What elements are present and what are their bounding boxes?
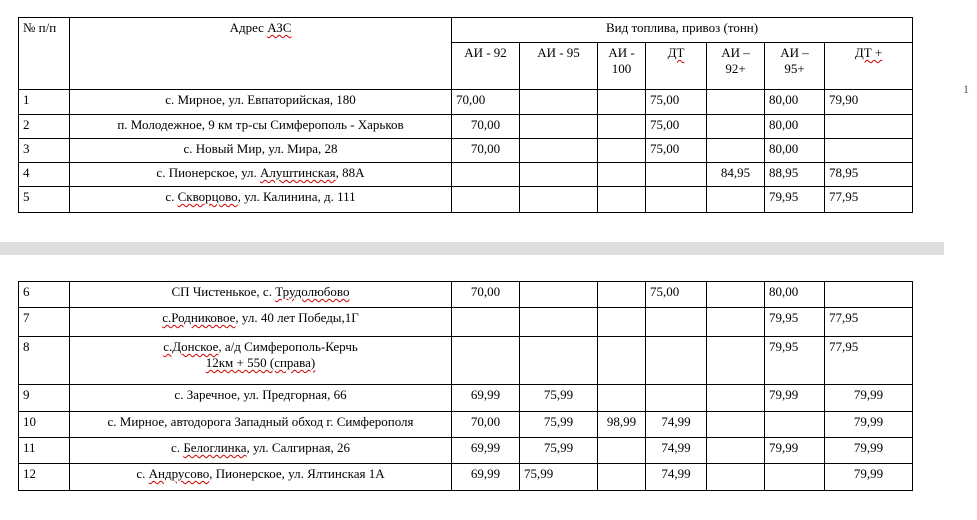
header-fuel-dtplus (825, 43, 913, 90)
cell-ai92 (452, 187, 520, 213)
cell-dt: 75,00 (646, 90, 707, 115)
cell-dtplus: 77,95 (825, 308, 913, 337)
cell-ai95 (520, 139, 598, 163)
cell-ai92plus (707, 412, 765, 438)
row-num: 9 (19, 385, 70, 412)
row-address-part: , Пионерское, ул. Ялтинская 1А (209, 466, 385, 481)
row-num: 8 (19, 337, 70, 385)
cell-ai92plus (707, 308, 765, 337)
cell-dtplus: 79,99 (825, 412, 913, 438)
cell-ai95: 75,99 (520, 385, 598, 412)
cell-ai92plus: 84,95 (707, 163, 765, 187)
row-address-underlined: Андрусово (148, 466, 210, 481)
cell-ai92 (452, 337, 520, 385)
header-address (70, 18, 452, 90)
fuel-table-bottom (18, 281, 913, 491)
cell-dtplus: 79,99 (825, 464, 913, 491)
cell-dt: 74,99 (646, 412, 707, 438)
table-row (19, 337, 913, 385)
row-num: 5 (19, 187, 70, 213)
cell-ai95plus (765, 464, 825, 491)
row-address-underlined: с.Родниковое (162, 310, 236, 325)
cell-dt (646, 308, 707, 337)
row-num: 7 (19, 308, 70, 337)
cell-ai95plus: 79,95 (765, 337, 825, 385)
cell-ai92plus (707, 90, 765, 115)
cell-ai92plus (707, 337, 765, 385)
row-address-part: с. (136, 466, 149, 481)
cell-ai95 (520, 282, 598, 308)
row-num: 11 (19, 438, 70, 464)
table-row (19, 139, 913, 163)
fuel-table-top (18, 17, 913, 213)
row-address-underlined: Белоглинка (183, 440, 247, 455)
cell-ai100 (598, 139, 646, 163)
cell-dt (646, 163, 707, 187)
cell-ai95 (520, 163, 598, 187)
cell-ai92plus (707, 139, 765, 163)
cell-ai92plus (707, 464, 765, 491)
cell-ai100 (598, 187, 646, 213)
row-num: 1 (19, 90, 70, 115)
cell-ai92: 70,00 (452, 412, 520, 438)
cell-ai92 (452, 163, 520, 187)
cell-dtplus (825, 282, 913, 308)
header-fuel-ai92plus-l2: 92+ (725, 61, 746, 76)
row-address-underlined: Трудолюбово (275, 284, 350, 299)
table-row (19, 464, 913, 491)
cell-dtplus: 79,99 (825, 438, 913, 464)
cell-ai100 (598, 90, 646, 115)
cell-ai100 (598, 385, 646, 412)
header-num: № п/п (19, 18, 70, 90)
cell-ai100: 98,99 (598, 412, 646, 438)
cell-ai95 (520, 187, 598, 213)
header-fuel-ai100-l1: АИ - (608, 45, 635, 60)
table-row (19, 163, 913, 187)
cell-ai95plus: 80,00 (765, 139, 825, 163)
cell-ai95plus (765, 412, 825, 438)
cell-ai95 (520, 337, 598, 385)
header-fuel-ai92plus-l1: АИ – (721, 45, 750, 60)
row-address-part: , а/д Симферополь-Керчь (218, 339, 358, 354)
cell-dt: 74,99 (646, 438, 707, 464)
header-fuel-ai95: АИ - 95 (520, 43, 598, 90)
header-fuel-ai95plus (765, 43, 825, 90)
row-address-underlined: Алуштинская (260, 165, 336, 180)
header-fuel-ai100 (598, 43, 646, 90)
row-address (70, 438, 452, 464)
cell-ai95plus: 79,95 (765, 187, 825, 213)
row-address (70, 282, 452, 308)
cell-ai95plus: 80,00 (765, 90, 825, 115)
table-row (19, 90, 913, 115)
cell-ai100 (598, 308, 646, 337)
row-address: п. Молодежное, 9 км тр-сы Симферополь - Харьков (70, 115, 452, 139)
row-address-part: с. (165, 189, 178, 204)
header-fuel-ai95plus-l1: АИ – (780, 45, 809, 60)
cell-ai100 (598, 282, 646, 308)
row-address: с. Заречное, ул. Предгорная, 66 (70, 385, 452, 412)
header-fuel-ai95plus-l2: 95+ (784, 61, 805, 76)
row-address (70, 308, 452, 337)
header-fuel-group: Вид топлива, привоз (тонн) (452, 18, 913, 43)
cell-dt: 75,00 (646, 115, 707, 139)
table-row (19, 187, 913, 213)
cell-dt (646, 337, 707, 385)
cell-ai92plus (707, 385, 765, 412)
row-address-part: с. Пионерское, ул. (156, 165, 261, 180)
cell-ai92: 70,00 (452, 115, 520, 139)
cell-ai95plus: 80,00 (765, 282, 825, 308)
cell-dt (646, 187, 707, 213)
cell-dt: 75,00 (646, 282, 707, 308)
header-fuel-dt-label: ДТ (667, 45, 685, 60)
row-address-line2: 12км + 550 (справа) (205, 355, 316, 370)
row-num: 4 (19, 163, 70, 187)
row-address-underlined: Скворцово (177, 189, 238, 204)
cell-ai92: 69,99 (452, 438, 520, 464)
row-address (70, 337, 452, 385)
row-address (70, 163, 452, 187)
header-fuel-dt (646, 43, 707, 90)
row-num: 3 (19, 139, 70, 163)
edge-mark: 1 (963, 82, 969, 96)
cell-dtplus: 77,95 (825, 337, 913, 385)
cell-dtplus (825, 139, 913, 163)
header-address-prefix: Адрес (229, 20, 264, 35)
cell-ai92: 69,99 (452, 385, 520, 412)
row-address-part: , 88А (335, 165, 365, 180)
cell-ai92: 69,99 (452, 464, 520, 491)
header-fuel-ai100-l2: 100 (611, 61, 632, 76)
row-address (70, 187, 452, 213)
row-num: 10 (19, 412, 70, 438)
cell-ai92plus (707, 187, 765, 213)
row-num: 6 (19, 282, 70, 308)
cell-ai100 (598, 115, 646, 139)
cell-dtplus: 79,90 (825, 90, 913, 115)
cell-ai95plus: 80,00 (765, 115, 825, 139)
cell-dtplus: 77,95 (825, 187, 913, 213)
cell-dt: 75,00 (646, 139, 707, 163)
table-row (19, 308, 913, 337)
cell-ai95 (520, 115, 598, 139)
table-row (19, 115, 913, 139)
row-num: 12 (19, 464, 70, 491)
table-row (19, 282, 913, 308)
cell-ai95plus: 79,99 (765, 438, 825, 464)
cell-ai95plus: 79,95 (765, 308, 825, 337)
row-address-part: СП Чистенькое, с. (171, 284, 276, 299)
cell-dt (646, 385, 707, 412)
row-address-line (74, 355, 447, 371)
row-address-line (74, 339, 447, 355)
cell-ai100 (598, 163, 646, 187)
cell-dt: 74,99 (646, 464, 707, 491)
row-address: с. Мирное, автодорога Западный обход г. Симферополя (70, 412, 452, 438)
row-address: с. Новый Мир, ул. Мира, 28 (70, 139, 452, 163)
row-num: 2 (19, 115, 70, 139)
cell-ai100 (598, 464, 646, 491)
cell-ai92: 70,00 (452, 282, 520, 308)
row-address: с. Мирное, ул. Евпаторийская, 180 (70, 90, 452, 115)
cell-ai95plus: 79,99 (765, 385, 825, 412)
cell-ai92plus (707, 438, 765, 464)
cell-ai95 (520, 90, 598, 115)
row-address-part: с. (171, 440, 184, 455)
cell-ai95: 75,99 (520, 412, 598, 438)
cell-dtplus: 78,95 (825, 163, 913, 187)
header-fuel-ai92plus (707, 43, 765, 90)
cell-ai92plus (707, 115, 765, 139)
row-address-underlined: с.Донское (163, 339, 219, 354)
header-fuel-dtplus-label: ДТ + (854, 45, 883, 60)
page-break-gap (0, 242, 944, 255)
cell-ai95plus: 88,95 (765, 163, 825, 187)
header-address-azs: АЗС (267, 20, 292, 35)
row-address (70, 464, 452, 491)
table-row (19, 412, 913, 438)
cell-dtplus (825, 115, 913, 139)
cell-ai95: 75,99 (520, 438, 598, 464)
row-address-part: , ул. Салгирная, 26 (246, 440, 350, 455)
cell-ai100 (598, 337, 646, 385)
table-row (19, 385, 913, 412)
cell-ai92: 70,00 (452, 139, 520, 163)
header-fuel-ai92: АИ - 92 (452, 43, 520, 90)
table-row (19, 438, 913, 464)
cell-ai92plus (707, 282, 765, 308)
cell-ai95 (520, 308, 598, 337)
row-address-part: , ул. 40 лет Победы,1Г (235, 310, 359, 325)
cell-ai100 (598, 438, 646, 464)
cell-dtplus: 79,99 (825, 385, 913, 412)
cell-ai95: 75,99 (520, 464, 598, 491)
row-address-part: , ул. Калинина, д. 111 (237, 189, 356, 204)
cell-ai92: 70,00 (452, 90, 520, 115)
cell-ai92 (452, 308, 520, 337)
